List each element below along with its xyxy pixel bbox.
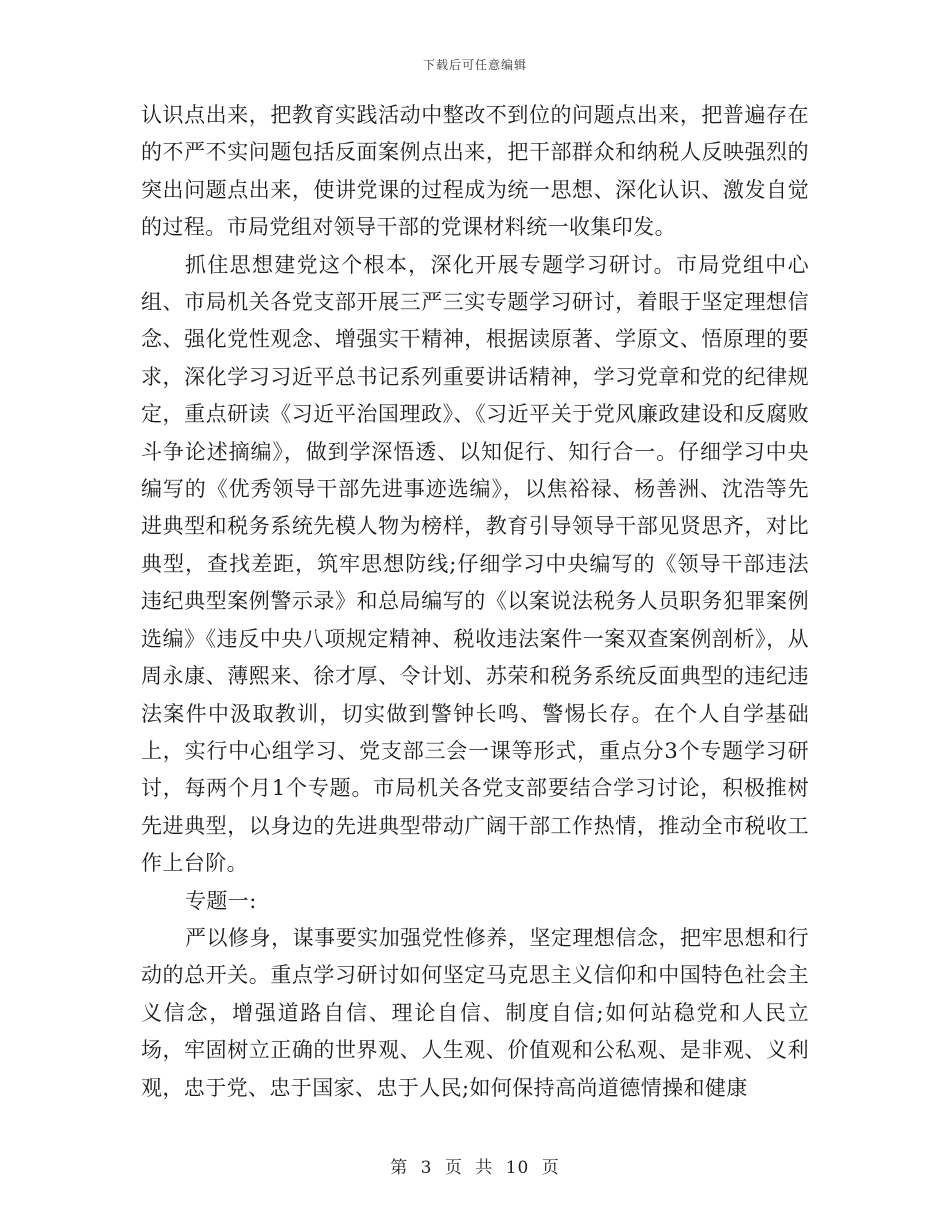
paragraph-study-seminar: 抓住思想建党这个根本，深化开展专题学习研讨。市局党组中心组、市局机关各党支部开展三严三实专题学习研讨，着眼于坚定理想信念、强化党性观念、增强实干精神，根据读原著、学原文、悟原理的要求，深化学习习近平总书记系列重要讲话精神，学习党章和党的纪律规定，重点研读《习近平治国理政》、《习近平关于党风廉政建设和反腐败斗争论述摘编》，做到学深悟透、以知促行、知行合一。仔细学习中央编写的《优秀领导干部先进事迹选编》，以焦裕禄、杨善洲、沈浩等先进典型和税务系统先模人物为榜样，教育引导领导干部见贤思齐，对比典型，查找差距，筑牢思想防线;仔细学习中央编写的《领导干部违法违纪典型案例警示录》和总局编写的《以案说法税务人员职务犯罪案例选编》《违反中央八项规定精神、税收违法案件一案双查案例剖析》，从周永康、薄熙来、徐才厚、令计划、苏荣和税务系统反面典型的违纪违法案件中汲取教训，切实做到警钟长鸣、警惕长存。在个人自学基础上，实行中心组学习、党支部三会一课等形式，重点分3个专题学习研讨，每两个月1个专题。市局机关各党支部要结合学习讨论，积极推树先进典型，以身边的先进典型带动广阔干部工作热情，推动全市税收工作上台阶。 — [141, 252, 809, 876]
paragraph-topic-one: 严以修身，谋事要实加强党性修养，坚定理想信念，把牢思想和行动的总开关。重点学习研讨如何坚定马克思主义信仰和中国特色社会主义信念，增强道路自信、理论自信、制度自信;如何站稳党和人民立场，牢固树立正确的世界观、人生观、价值观和公私观、是非观、义利观，忠于党、忠于国家、忠于人民;如何保持高尚道德情操和健康 — [141, 925, 809, 1100]
paragraph-topic-heading: 专题一: — [185, 888, 257, 913]
paragraph-continuation: 认识点出来，把教育实践活动中整改不到位的问题点出来，把普遍存在的不严不实问题包括反面案例点出来，把干部群众和纳税人反映强烈的突出问题点出来，使讲党课的过程成为统一思想、深化认识、激发自觉的过程。市局党组对领导干部的党课材料统一收集印发。 — [141, 103, 809, 240]
page-number-footer: 第 3 页 共 10 页 — [390, 1158, 560, 1178]
header-note: 下载后可任意编辑 — [422, 58, 527, 72]
document-body — [141, 97, 809, 1107]
